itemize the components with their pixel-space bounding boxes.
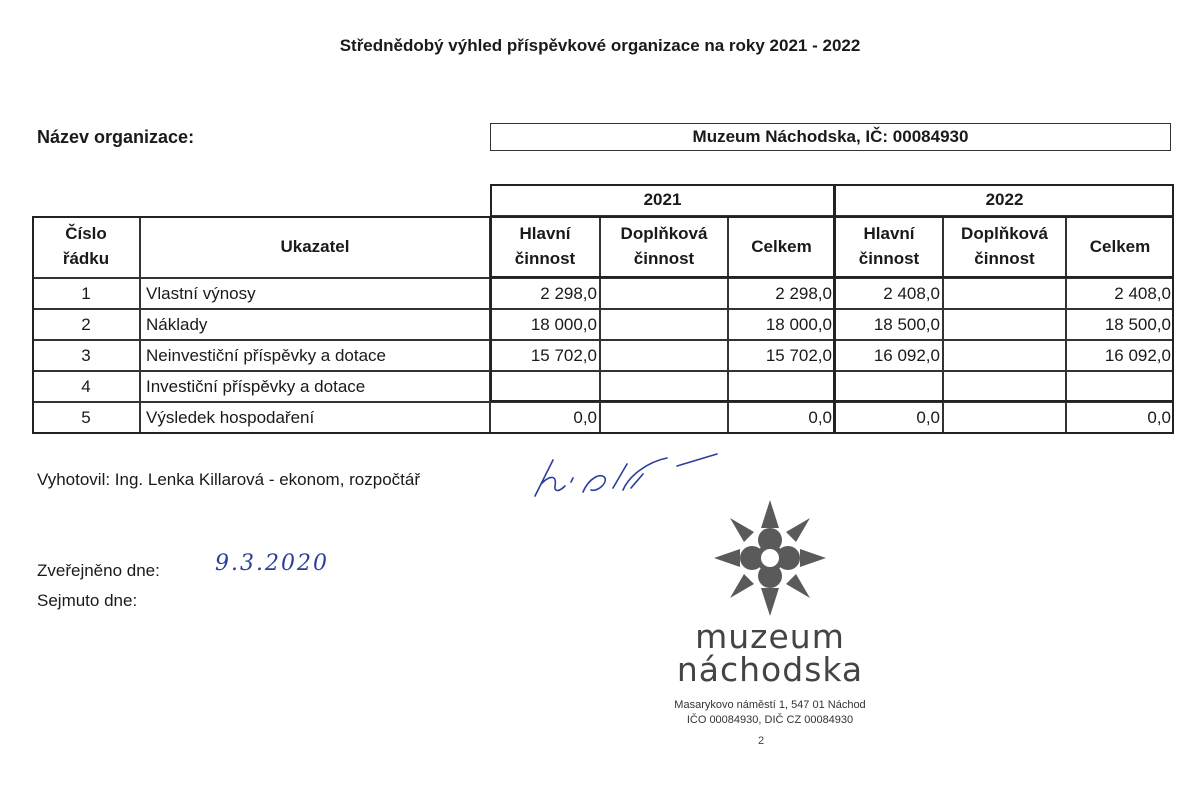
cell-total-2021: 0,0: [728, 402, 835, 433]
logo-name: [640, 617, 900, 689]
col-header-indicator: Ukazatel: [140, 216, 490, 278]
cell-secondary-2022: [943, 340, 1066, 371]
cell-main-2022: 0,0: [835, 402, 943, 433]
col-header-total-2022: Celkem: [1066, 216, 1174, 278]
org-label: Název organizace:: [37, 127, 195, 147]
budget-table: [32, 184, 1174, 434]
signature-icon: [527, 452, 727, 502]
cell-total-2021: 18 000,0: [728, 309, 835, 340]
cell-main-2021: 0,0: [490, 402, 600, 433]
logo-name-line2: náchodska: [676, 650, 864, 689]
cell-total-2022: 0,0: [1066, 402, 1174, 433]
museum-logo-icon: [712, 498, 828, 618]
cell-total-2022: 18 500,0: [1066, 309, 1174, 340]
col-header-secondary-2022: Doplňková činnost: [943, 216, 1066, 278]
removed-label: Sejmuto dne:: [37, 591, 138, 610]
cell-main-2021: 18 000,0: [490, 309, 600, 340]
cell-main-2022: 16 092,0: [835, 340, 943, 371]
logo-address-line2: IČO 00084930, DIČ CZ 00084930: [686, 714, 854, 726]
row-number: 4: [32, 371, 140, 402]
cell-total-2021: [728, 371, 835, 402]
logo-name-line1: muzeum: [695, 617, 845, 656]
logo-address-line1: Masarykovo náměstí 1, 547 01 Náchod: [674, 699, 866, 711]
year-divider: [833, 184, 836, 434]
org-value: Muzeum Náchodska, IČ: 00084930: [692, 127, 969, 146]
cell-secondary-2021: [600, 371, 728, 402]
cell-main-2021: [490, 371, 600, 402]
cell-secondary-2021: [600, 402, 728, 433]
row-number: 5: [32, 402, 140, 433]
year-header-2021: 2021: [490, 184, 835, 216]
col-header-secondary-2021: Doplňková činnost: [600, 216, 728, 278]
row-label: Neinvestiční příspěvky a dotace: [140, 340, 490, 371]
cell-main-2022: 2 408,0: [835, 278, 943, 309]
published-date: 9.3.2020: [215, 551, 329, 576]
col-header-main-2021: Hlavní činnost: [490, 216, 600, 278]
cell-total-2021: 15 702,0: [728, 340, 835, 371]
cell-secondary-2021: [600, 278, 728, 309]
cell-main-2022: [835, 371, 943, 402]
logo-address: [620, 698, 920, 728]
cell-total-2021: 2 298,0: [728, 278, 835, 309]
cell-main-2022: 18 500,0: [835, 309, 943, 340]
col-header-row-number: Číslo řádku: [32, 216, 140, 278]
cell-secondary-2022: [943, 309, 1066, 340]
cell-secondary-2021: [600, 340, 728, 371]
row-label: Vlastní výnosy: [140, 278, 490, 309]
cell-secondary-2022: [943, 402, 1066, 433]
col-header-total-2021: Celkem: [728, 216, 835, 278]
cell-secondary-2022: [943, 278, 1066, 309]
cell-secondary-2022: [943, 371, 1066, 402]
row-number: 1: [32, 278, 140, 309]
cell-main-2021: 15 702,0: [490, 340, 600, 371]
page-number: 2: [758, 735, 765, 747]
cell-total-2022: [1066, 371, 1174, 402]
row-label: Výsledek hospodaření: [140, 402, 490, 433]
cell-secondary-2021: [600, 309, 728, 340]
org-value-box: [490, 123, 1171, 151]
header-divider: [490, 276, 1174, 278]
document-title: Střednědobý výhled příspěvkové organizace na roky 2021 - 2022: [339, 36, 861, 55]
col-header-main-2022: Hlavní činnost: [835, 216, 943, 278]
row-number: 3: [32, 340, 140, 371]
cell-main-2021: 2 298,0: [490, 278, 600, 309]
cell-total-2022: 2 408,0: [1066, 278, 1174, 309]
year-header-2022: 2022: [835, 184, 1174, 216]
row-label: Náklady: [140, 309, 490, 340]
row-label: Investiční příspěvky a dotace: [140, 371, 490, 402]
prepared-by: Vyhotovil: Ing. Lenka Killarová - ekonom, rozpočtář: [37, 470, 421, 489]
cell-total-2022: 16 092,0: [1066, 340, 1174, 371]
published-label: Zveřejněno dne:: [37, 561, 160, 580]
row-number: 2: [32, 309, 140, 340]
